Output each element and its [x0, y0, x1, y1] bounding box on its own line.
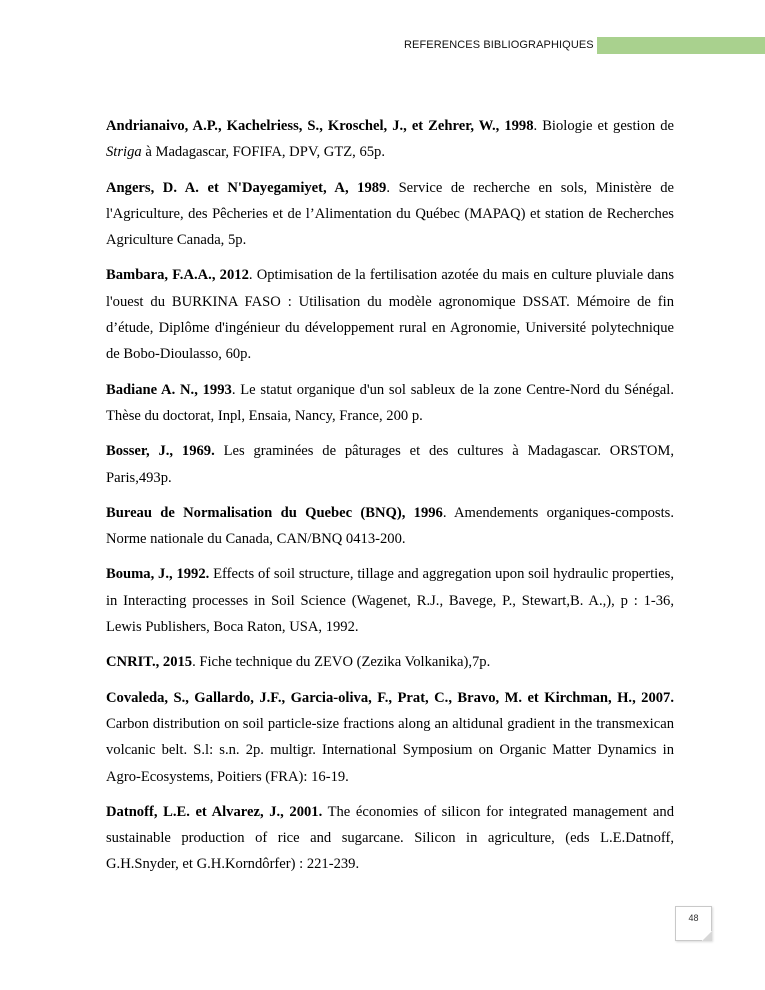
reference-entry — [106, 799, 674, 878]
reference-entry — [106, 262, 674, 367]
page-number-box — [675, 906, 712, 941]
page-fold-corner — [702, 931, 712, 941]
reference-authors: Bosser, J., 1969. — [106, 443, 215, 460]
page-header-title: REFERENCES BIBLIOGRAPHIQUES — [404, 39, 594, 51]
reference-entry — [106, 113, 674, 166]
reference-entry — [106, 500, 674, 553]
reference-text: . Biologie et gestion de — [533, 118, 674, 134]
reference-text: Les graminées de pâturages et des cultures à Madagascar. ORSTOM, Paris,493p. — [106, 443, 674, 486]
reference-entry — [106, 175, 674, 254]
reference-text: The économies of silicon for integrated management and sustainable production of rice and sugarcane. Silicon in agriculture, (eds L.E.Datnoff, G.H.Snyder, et G.H.Korndôrfer) : 221-239. — [106, 803, 674, 873]
reference-authors: Datnoff, L.E. et Alvarez, J., 2001. — [106, 803, 323, 820]
reference-authors: Bouma, J., 1992. — [106, 566, 210, 583]
page-number: 48 — [688, 913, 699, 923]
reference-authors: Badiane A. N., 1993 — [106, 381, 232, 398]
reference-authors: CNRIT., 2015 — [106, 654, 193, 671]
reference-entry — [106, 438, 674, 491]
reference-authors: Covaleda, S., Gallardo, J.F., Garcia-oliva, F., Prat, C., Bravo, M. et Kirchman, H., 2007. — [106, 689, 674, 706]
reference-authors: Angers, D. A. et N'Dayegamiyet, A, 1989 — [106, 179, 387, 196]
reference-entry — [106, 561, 674, 640]
bibliography-list — [106, 113, 674, 887]
reference-italic-term: Striga — [106, 144, 142, 161]
reference-text: . Le statut organique d'un sol sableux de la zone Centre-Nord du Sénégal. Thèse du doctorat, Inpl, Ensaia, Nancy, France, 200 p. — [106, 381, 674, 424]
reference-entry — [106, 649, 674, 675]
reference-entry — [106, 377, 674, 430]
reference-text: à Madagascar, FOFIFA, DPV, GTZ, 65p. — [141, 144, 385, 161]
reference-text: . Amendements organiques-composts. Norme nationale du Canada, CAN/BNQ 0413-200. — [106, 504, 674, 548]
reference-text: Effects of soil structure, tillage and aggregation upon soil hydraulic properties, in Interacting processes in Soil Science (Wagenet, R.J., Bavege, P., Stewart,B. A.,), p : 1-36, Lewis Publishers, Boca Raton, USA, 1992. — [106, 566, 674, 636]
reference-text: Carbon distribution on soil particle-size fractions along an altidunal gradient in the transmexican volcanic belt. S.l: s.n. 2p. multigr. International Symposium on Organic Matter Dynamics in Agro-Ecosystems, Poitiers (FRA): 16-19. — [106, 715, 674, 785]
reference-authors: Bureau de Normalisation du Quebec (BNQ), 1996 — [106, 504, 443, 521]
reference-authors: Bambara, F.A.A., 2012 — [106, 267, 249, 284]
reference-entry — [106, 685, 674, 790]
reference-authors: Andrianaivo, A.P., Kachelriess, S., Kroschel, J., et Zehrer, W., 1998 — [106, 118, 534, 134]
reference-text: . Service de recherche en sols, Ministère de l'Agriculture, des Pêcheries et de l’Alimentation du Québec (MAPAQ) et station de Recherches Agriculture Canada, 5p. — [106, 179, 674, 249]
header-accent-bar — [597, 37, 765, 54]
reference-text: . Optimisation de la fertilisation azotée du mais en culture pluviale dans l'ouest du BURKINA FASO : Utilisation du modèle agronomique DSSAT. Mémoire de fin d’étude, Diplôme d'ingénieur du développement rural en Agronomie, Université polytechnique de Bobo-Dioulasso, 60p. — [106, 267, 674, 363]
reference-text: . Fiche technique du ZEVO (Zezika Volkanika),7p. — [192, 654, 491, 671]
